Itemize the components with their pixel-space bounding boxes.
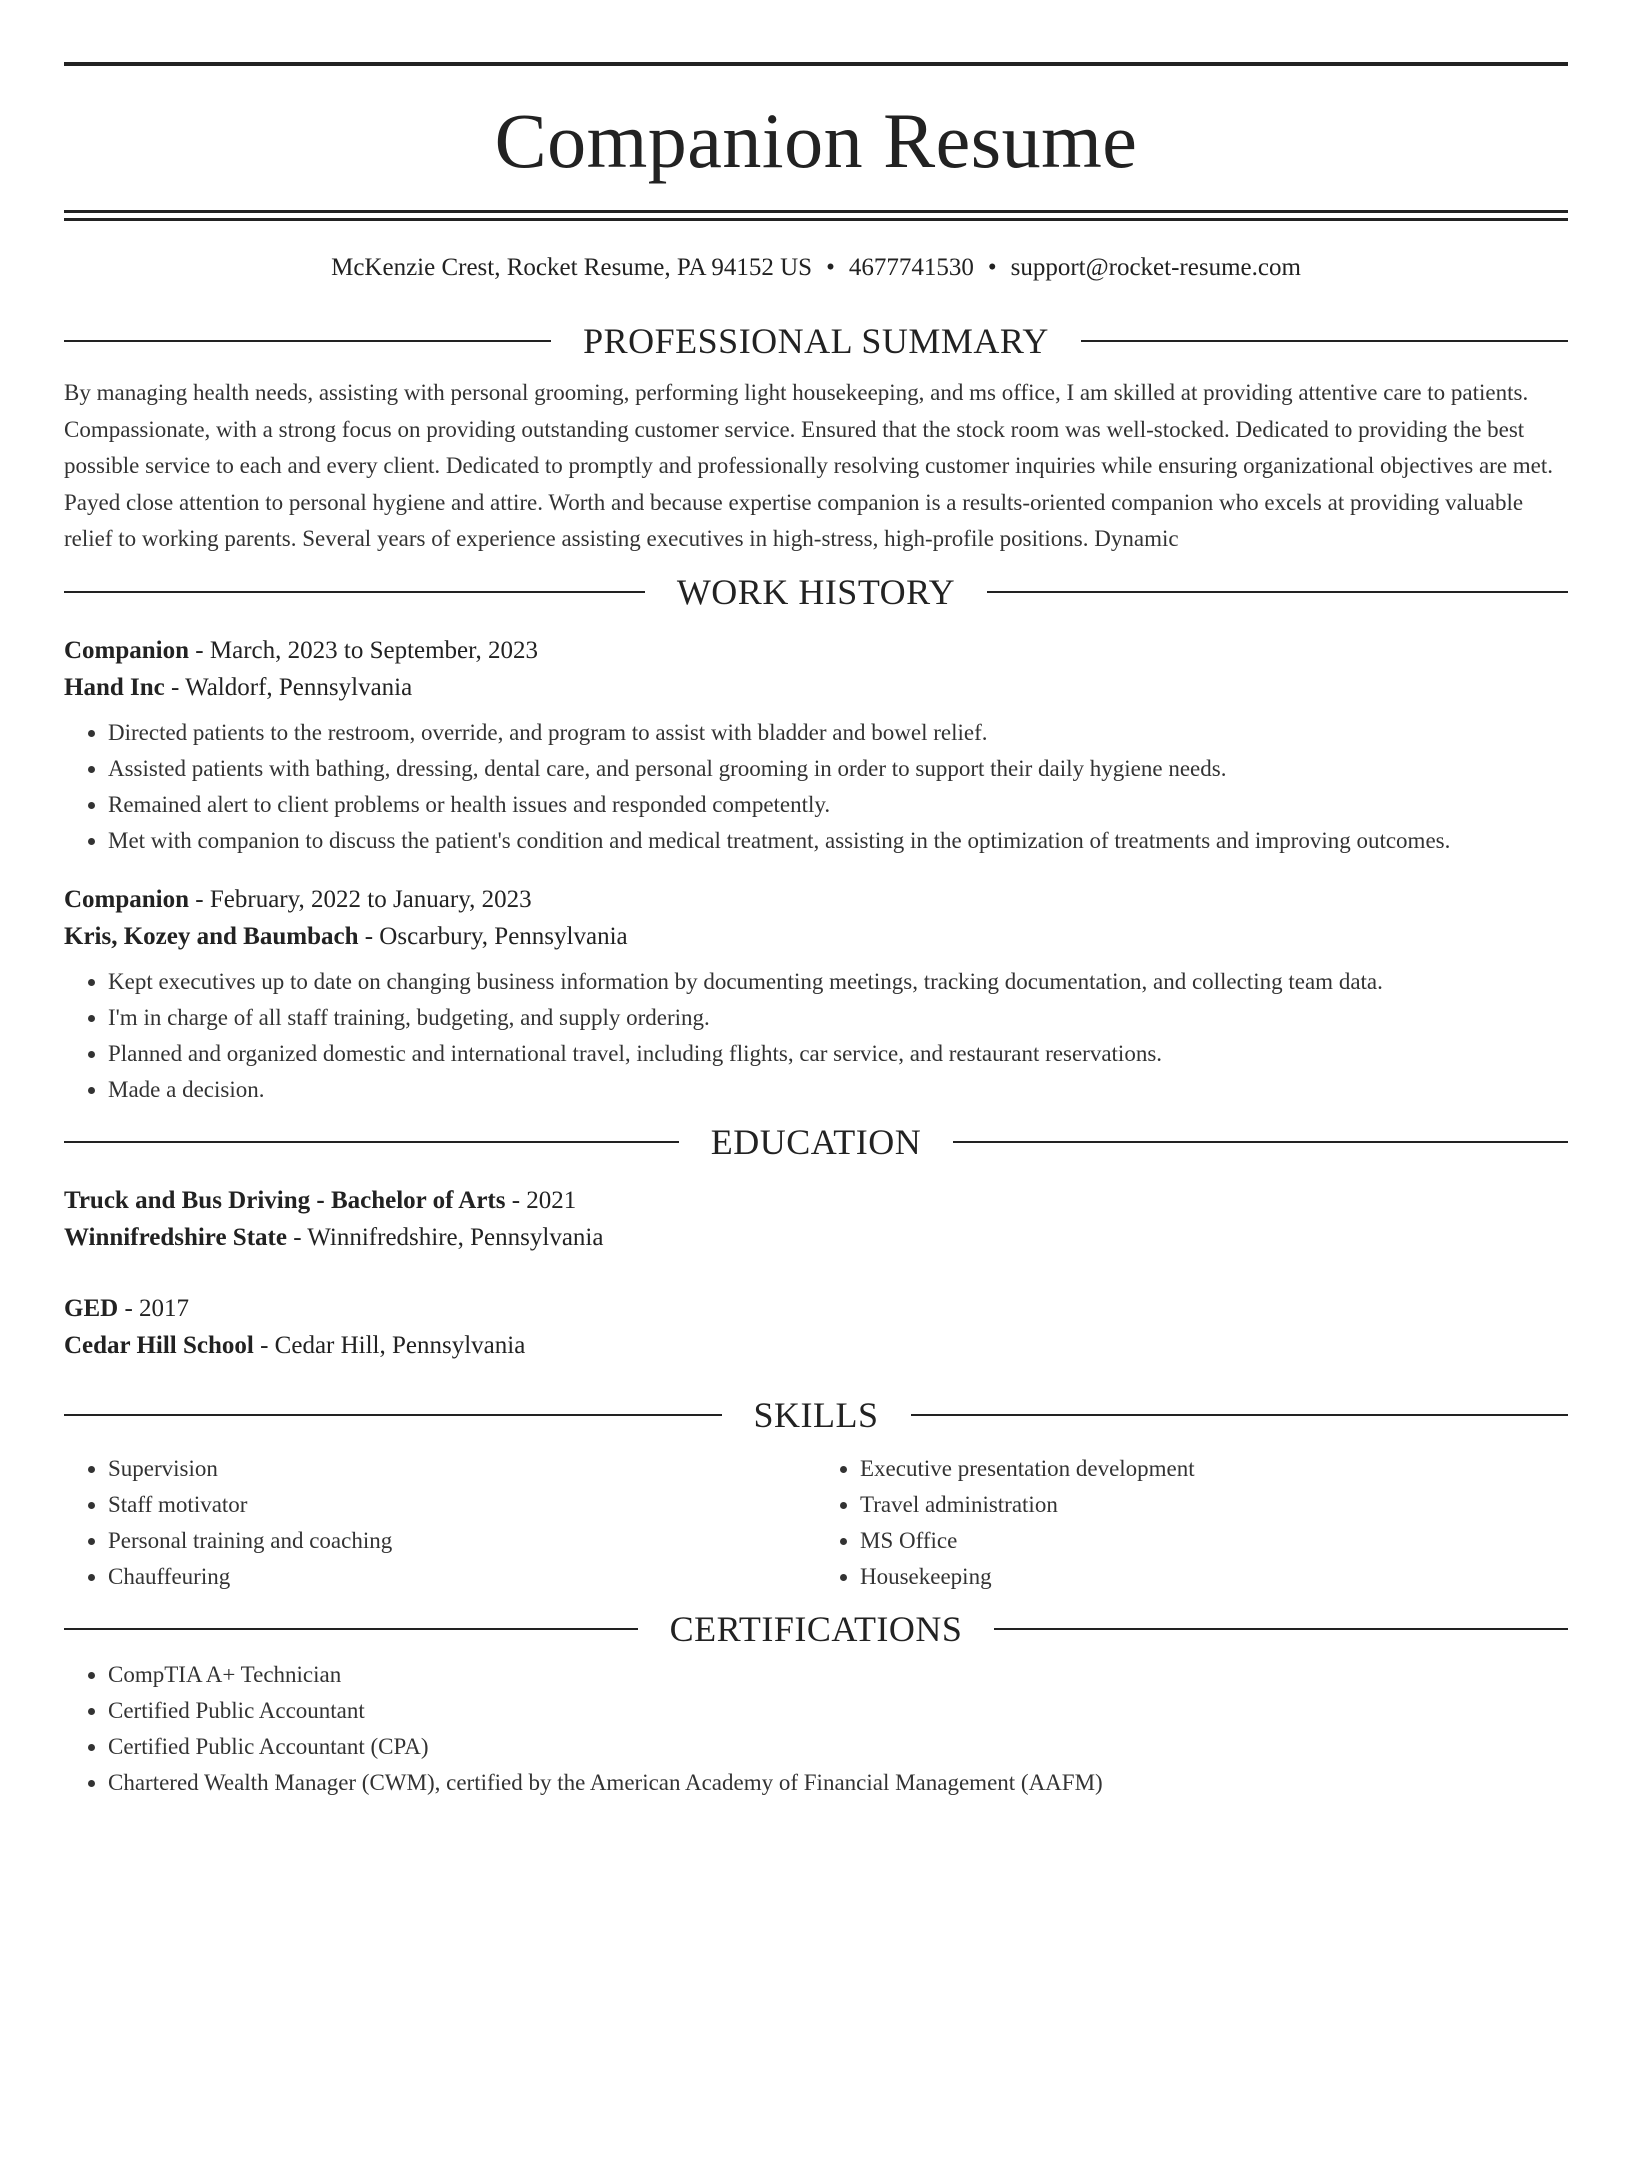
contact-line (64, 253, 1568, 283)
job-entry (64, 632, 1568, 859)
section-heading-summary (64, 321, 1568, 361)
education-degree-line (64, 1290, 1568, 1328)
job-title-line (64, 881, 1568, 919)
list-item: • Certified Public Accountant (108, 1693, 1568, 1729)
education-school: Cedar Hill School (64, 1332, 254, 1359)
education-location: - Cedar Hill, Pennsylvania (253, 1332, 526, 1359)
list-item: • I'm in charge of all staff training, budgeting, and supply ordering. (108, 1000, 1568, 1036)
section-heading-skills (64, 1395, 1568, 1435)
education-entry (64, 1290, 1568, 1365)
job-title: Companion (64, 636, 190, 664)
list-item: • Remained alert to client problems or health issues and responded competently. (108, 787, 1568, 823)
list-item: • Met with companion to discuss the patient's condition and medical treatment, assisting in the optimization of treatments and improving outcomes. (108, 823, 1568, 859)
skills-list-left (64, 1451, 816, 1595)
heading-rule-left (64, 1141, 679, 1143)
resume-page (0, 62, 1632, 2174)
skills-grid (64, 1443, 1568, 1595)
job-company-line (64, 669, 1568, 707)
list-item: • Chauffeuring (108, 1559, 816, 1595)
certifications-list (64, 1657, 1568, 1801)
list-item: • Executive presentation development (860, 1451, 1568, 1487)
contact-separator: • (987, 254, 997, 281)
heading-rule-right (911, 1414, 1569, 1416)
heading-rule-right (994, 1628, 1568, 1630)
section-heading-label: EDUCATION (710, 1121, 922, 1162)
heading-rule-right (987, 591, 1568, 593)
education-degree: Truck and Bus Driving - Bachelor of Arts (64, 1186, 506, 1214)
summary-text: By managing health needs, assisting with personal grooming, performing light housekeeping, and ms office, I am skilled at providing attentive care to patients. Compassionate, with a strong focus on providing outstanding customer service. Ensured that the stock room was well-stocked. Dedicated to providing the best possible service to each and every client. Dedicated to promptly and professionally resolving customer inquiries while ensuring organizational objectives are met. Payed close attention to personal hygiene and attire. Worth and because expertise companion is a results-oriented companion who excels at providing valuable relief to working parents. Several years of experience assisting executives in high-stress, high-profile positions. Dynamic (64, 380, 1554, 551)
contact-phone: 4677741530 (848, 254, 974, 281)
list-item: • Directed patients to the restroom, override, and program to assist with bladder and bowel relief. (108, 715, 1568, 751)
section-heading-label: PROFESSIONAL SUMMARY (583, 321, 1049, 361)
job-dates: - February, 2022 to January, 2023 (189, 885, 532, 913)
job-location: - Waldorf, Pennsylvania (164, 674, 413, 701)
job-duties-list (64, 964, 1568, 1108)
section-heading-education (64, 1122, 1568, 1162)
job-company: Kris, Kozey and Baumbach (64, 923, 359, 950)
job-company: Hand Inc (64, 674, 165, 701)
list-item: • Planned and organized domestic and international travel, including flights, car service, and restaurant reservations. (108, 1036, 1568, 1072)
list-item: • Kept executives up to date on changing business information by documenting meetings, tracking documentation, and collecting team data. (108, 964, 1568, 1000)
job-title-line (64, 632, 1568, 670)
contact-email: support@rocket-resume.com (1010, 254, 1301, 281)
list-item: • Certified Public Accountant (CPA) (108, 1729, 1568, 1765)
resume-title: Companion Resume (494, 97, 1138, 184)
section-heading-label: WORK HISTORY (676, 571, 956, 612)
heading-rule-right (953, 1141, 1568, 1143)
job-title: Companion (64, 885, 190, 913)
education-year: - 2021 (505, 1186, 577, 1214)
contact-address: McKenzie Crest, Rocket Resume, PA 94152 US (331, 254, 813, 281)
job-duties-list (64, 715, 1568, 859)
list-item: • Assisted patients with bathing, dressing, dental care, and personal grooming in order to support their daily hygiene needs. (108, 751, 1568, 787)
list-item: • Chartered Wealth Manager (CWM), certified by the American Academy of Financial Management (AAFM) (108, 1765, 1568, 1801)
section-heading-label: SKILLS (753, 1394, 879, 1435)
education-location: - Winnifredshire, Pennsylvania (286, 1224, 604, 1251)
list-item: • MS Office (860, 1523, 1568, 1559)
contact-separator: • (826, 254, 835, 281)
education-year: - 2017 (118, 1294, 190, 1322)
job-dates: - March, 2023 to September, 2023 (189, 636, 538, 664)
heading-rule-right (1081, 340, 1568, 342)
heading-rule-left (64, 1414, 722, 1416)
section-heading-certifications (64, 1609, 1568, 1649)
list-item: • Housekeeping (860, 1559, 1568, 1595)
list-item: • Made a decision. (108, 1072, 1568, 1108)
skills-list-right (816, 1451, 1568, 1595)
list-item: • Travel administration (860, 1487, 1568, 1523)
section-heading-work-history (64, 572, 1568, 612)
job-company-line (64, 918, 1568, 956)
header-double-rule (64, 210, 1568, 221)
header-top-rule (64, 62, 1568, 66)
education-degree: GED (64, 1294, 119, 1322)
section-heading-label: CERTIFICATIONS (669, 1608, 963, 1649)
list-item: • CompTIA A+ Technician (108, 1657, 1568, 1693)
heading-rule-left (64, 340, 551, 342)
list-item: • Staff motivator (108, 1487, 816, 1523)
education-school: Winnifredshire State (64, 1224, 287, 1251)
list-item: • Personal training and coaching (108, 1523, 816, 1559)
list-item: • Supervision (108, 1451, 816, 1487)
job-entry (64, 881, 1568, 1108)
heading-rule-left (64, 1628, 638, 1630)
education-school-line (64, 1219, 1568, 1257)
job-location: - Oscarbury, Pennsylvania (358, 923, 628, 950)
education-degree-line (64, 1182, 1568, 1220)
heading-rule-left (64, 591, 645, 593)
education-school-line (64, 1327, 1568, 1365)
education-entry (64, 1182, 1568, 1257)
